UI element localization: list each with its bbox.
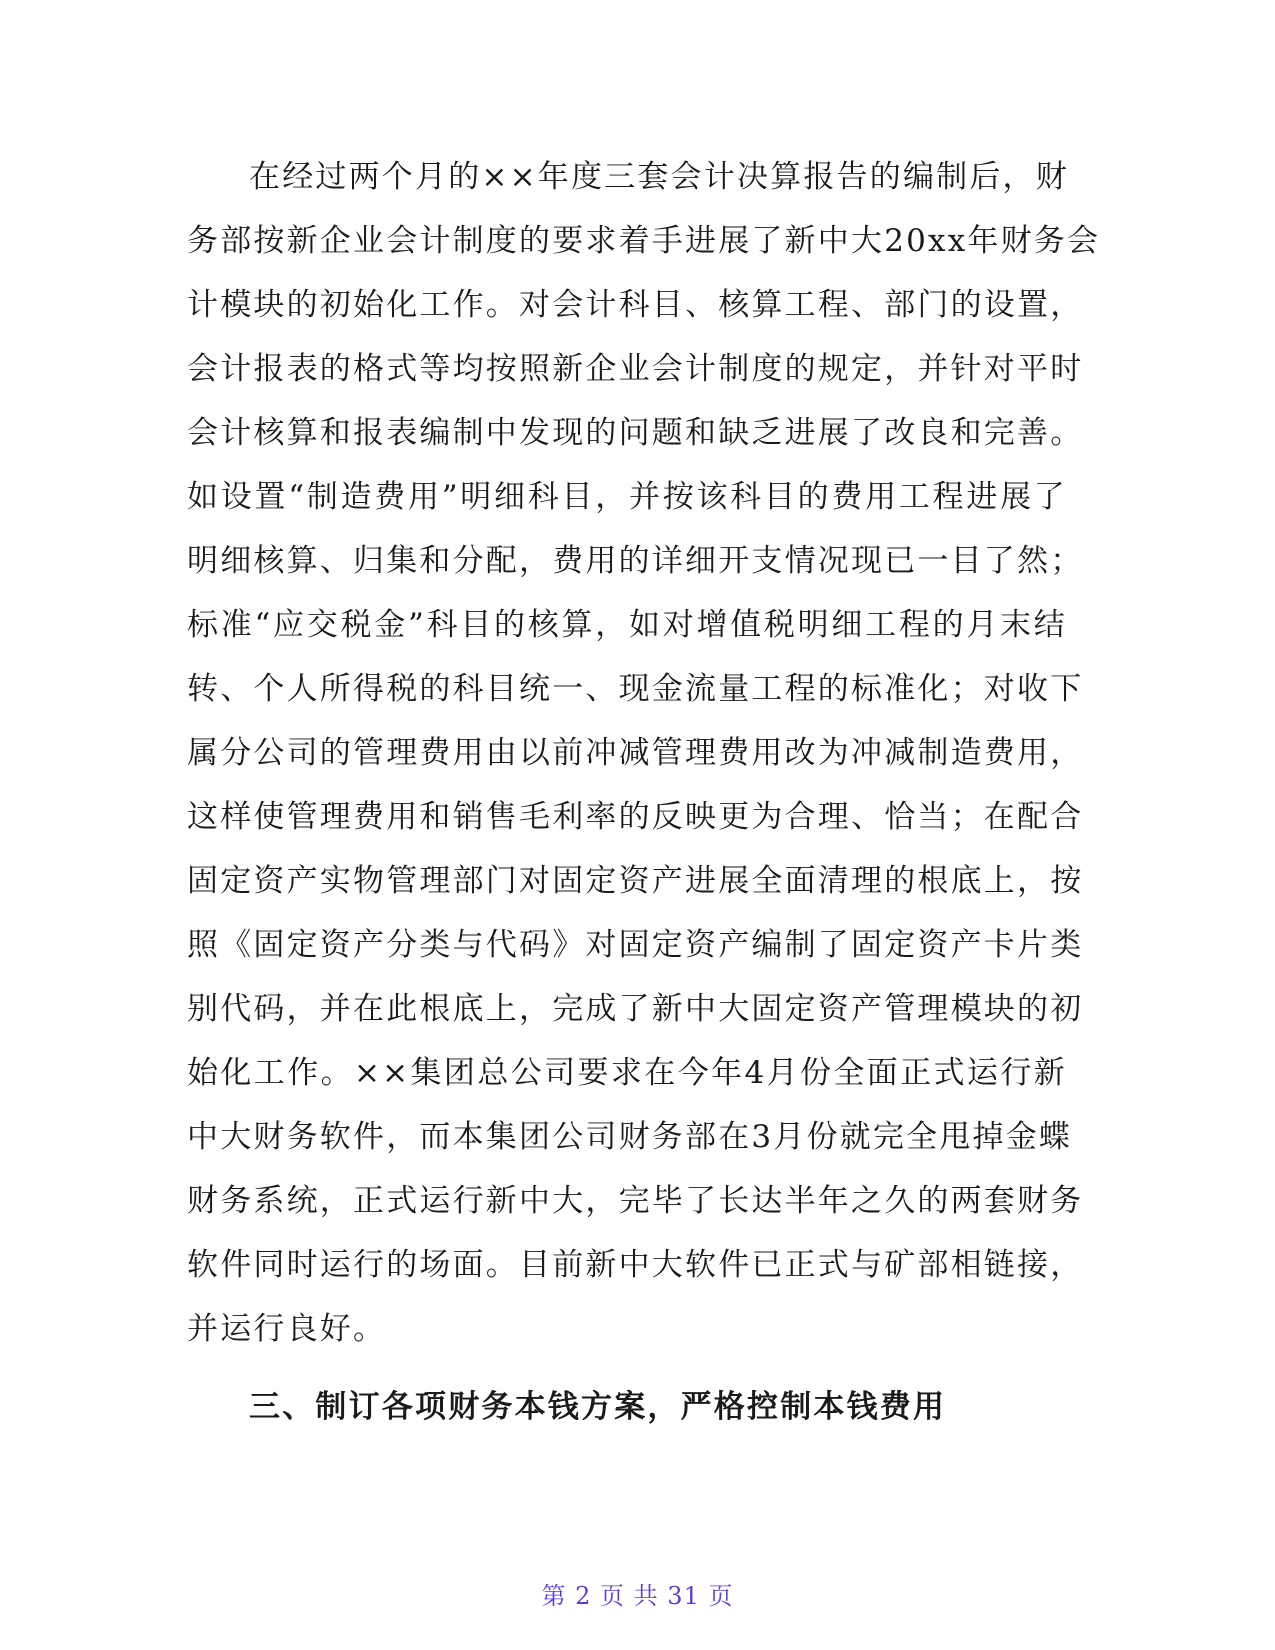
page-number-footer: 第 2 页 共 31 页	[541, 1582, 734, 1610]
paragraph-line: 财务系统，正式运行新中大，完毕了长达半年之久的两套财务	[187, 1183, 1084, 1219]
paragraph-line: 别代码，并在此根底上，完成了新中大固定资产管理模块的初	[187, 991, 1084, 1027]
paragraph-line: 中大财务软件，而本集团公司财务部在3月份就完全甩掉金蝶	[187, 1119, 1073, 1155]
section-heading: 三、制订各项财务本钱方案，严格控制本钱费用	[249, 1389, 947, 1425]
paragraph-line: 计模块的初始化工作。对会计科目、核算工程、部门的设置，	[187, 287, 1084, 323]
paragraph-line: 软件同时运行的场面。目前新中大软件已正式与矿部相链接，	[187, 1247, 1084, 1283]
paragraph-line: 属分公司的管理费用由以前冲减管理费用改为冲减制造费用，	[187, 735, 1084, 771]
paragraph-line: 会计核算和报表编制中发现的问题和缺乏进展了改良和完善。	[187, 415, 1084, 451]
paragraph-line: 会计报表的格式等均按照新企业会计制度的规定，并针对平时	[187, 351, 1084, 387]
paragraph-line: 固定资产实物管理部门对固定资产进展全面清理的根底上，按	[187, 863, 1084, 899]
body-paragraph	[187, 145, 1101, 1361]
paragraph-line: 明细核算、归集和分配，费用的详细开支情况现已一目了然；	[187, 543, 1084, 579]
paragraph-line: 如设置“制造费用”明细科目，并按该科目的费用工程进展了	[187, 479, 1067, 515]
paragraph-line: 务部按新企业会计制度的要求着手进展了新中大20xx年财务会	[187, 223, 1101, 259]
paragraph-line: 并运行良好。	[187, 1311, 387, 1347]
paragraph-line: 始化工作。××集团总公司要求在今年4月份全面正式运行新	[187, 1055, 1067, 1091]
paragraph-line: 在经过两个月的××年度三套会计决算报告的编制后，财	[249, 159, 1069, 195]
paragraph-line: 转、个人所得税的科目统一、现金流量工程的标准化；对收下	[187, 671, 1084, 707]
paragraph-line: 这样使管理费用和销售毛利率的反映更为合理、恰当；在配合	[187, 799, 1084, 835]
paragraph-line: 照《固定资产分类与代码》对固定资产编制了固定资产卡片类	[187, 927, 1084, 963]
paragraph-line: 标准“应交税金”科目的核算，如对增值税明细工程的月末结	[187, 607, 1067, 643]
